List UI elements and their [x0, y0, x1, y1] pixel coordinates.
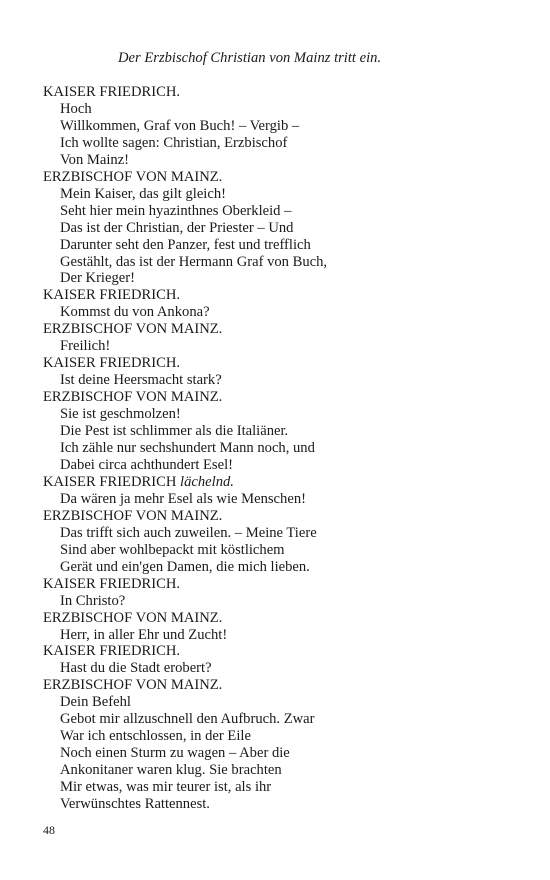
speaker-name [43, 610, 540, 627]
stage-direction: Der Erzbischof Christian von Mainz tritt ein. [118, 50, 382, 66]
speaker-label: KAISER FRIEDRICH. [43, 643, 181, 660]
verse-line [43, 101, 540, 118]
verse-line [43, 694, 540, 711]
verse-text: In Christo? [60, 592, 126, 609]
verse-line [43, 406, 540, 423]
speaker-name [43, 474, 540, 491]
speaker-name [43, 677, 540, 694]
speaker-label: ERZBISCHOF VON MAINZ. [43, 507, 223, 524]
verse-line [43, 559, 540, 576]
speaker-name [43, 576, 540, 593]
verse-line [43, 372, 540, 389]
speaker-label: ERZBISCHOF VON MAINZ. [43, 677, 223, 694]
verse-text: Dabei circa achthundert Esel! [60, 456, 234, 473]
verse-text: Ist deine Heersmacht stark? [60, 372, 222, 389]
verse-text: Ich wollte sagen: Christian, Erzbischof [60, 134, 288, 151]
speaker-label: ERZBISCHOF VON MAINZ. [43, 168, 223, 185]
verse-line [43, 440, 540, 457]
verse-line [43, 270, 540, 287]
verse-text: Willkommen, Graf von Buch! – Vergib – [60, 117, 300, 134]
verse-text: Von Mainz! [60, 151, 130, 168]
verse-line [43, 728, 540, 745]
verse-text: Dein Befehl [60, 694, 131, 711]
verse-text: Sie ist geschmolzen! [60, 406, 181, 423]
speaker-label: ERZBISCHOF VON MAINZ. [43, 609, 223, 626]
verse-line [43, 745, 540, 762]
verse-text: Verwünschtes Rattennest. [60, 796, 210, 813]
speaker-name [43, 508, 540, 525]
verse-line [43, 525, 540, 542]
verse-line [43, 423, 540, 440]
verse-line [43, 237, 540, 254]
verse-line [43, 457, 540, 474]
verse-line [43, 796, 540, 813]
verse-line [43, 220, 540, 237]
verse-text: Gestählt, das ist der Hermann Graf von Buch, [60, 253, 328, 270]
speaker-name [43, 643, 540, 660]
verse-text: Hast du die Stadt erobert? [60, 660, 212, 677]
verse-text: Seht hier mein hyazinthnes Oberkleid – [60, 202, 292, 219]
verse-text: Da wären ja mehr Esel als wie Menschen! [60, 490, 306, 507]
verse-line [43, 593, 540, 610]
verse-text: Freilich! [60, 338, 111, 355]
speaker-label: ERZBISCHOF VON MAINZ. [43, 389, 223, 406]
speaker-name [43, 84, 540, 101]
speaker-name [43, 321, 540, 338]
verse-line [43, 542, 540, 559]
verse-text: Die Pest ist schlimmer als die Italiäner. [60, 423, 289, 440]
verse-line [43, 254, 540, 271]
dialogue-block [43, 84, 540, 813]
verse-text: Gebot mir allzuschnell den Aufbruch. Zwar [60, 711, 315, 728]
verse-text: Mein Kaiser, das gilt gleich! [60, 185, 226, 202]
verse-text: Hoch [60, 100, 92, 117]
verse-text: Ich zähle nur sechshundert Mann noch, und [60, 440, 315, 457]
speaker-label: KAISER FRIEDRICH. [43, 575, 181, 592]
verse-text: Darunter seht den Panzer, fest und trefflich [60, 236, 311, 253]
verse-line [43, 779, 540, 796]
verse-line [43, 711, 540, 728]
verse-text: Der Krieger! [60, 270, 135, 287]
verse-line [43, 338, 540, 355]
verse-text: Gerät und ein'gen Damen, die mich lieben. [60, 558, 310, 575]
speaker-label: KAISER FRIEDRICH [43, 473, 177, 490]
speaker-label: ERZBISCHOF VON MAINZ. [43, 321, 223, 338]
verse-text: Sind aber wohlbepackt mit köstlichem [60, 541, 285, 558]
page-number: 48 [43, 823, 55, 837]
verse-text: Herr, in aller Ehr und Zucht! [60, 626, 228, 643]
verse-text: Das trifft sich auch zuweilen. – Meine Tiere [60, 524, 317, 541]
verse-line [43, 152, 540, 169]
speaker-label: KAISER FRIEDRICH. [43, 84, 181, 100]
verse-text: Noch einen Sturm zu wagen – Aber die [60, 745, 290, 762]
verse-text: Das ist der Christian, der Priester – Und [60, 219, 294, 236]
verse-line [43, 491, 540, 508]
verse-line [43, 203, 540, 220]
inline-stage-direction: lächelnd. [180, 473, 234, 490]
speaker-name [43, 287, 540, 304]
speaker-name [43, 169, 540, 186]
verse-line [43, 304, 540, 321]
speaker-name [43, 389, 540, 406]
speaker-name [43, 355, 540, 372]
verse-line [43, 762, 540, 779]
verse-line [43, 627, 540, 644]
verse-text: Mir etwas, was mir teurer ist, als ihr [60, 779, 272, 796]
speaker-label: KAISER FRIEDRICH. [43, 287, 181, 304]
verse-line [43, 660, 540, 677]
speaker-label: KAISER FRIEDRICH. [43, 355, 181, 372]
verse-text: Kommst du von Ankona? [60, 304, 210, 321]
verse-line [43, 118, 540, 135]
verse-text: Ankonitaner waren klug. Sie brachten [60, 762, 282, 779]
verse-line [43, 186, 540, 203]
verse-line [43, 135, 540, 152]
verse-text: War ich entschlossen, in der Eile [60, 728, 251, 745]
